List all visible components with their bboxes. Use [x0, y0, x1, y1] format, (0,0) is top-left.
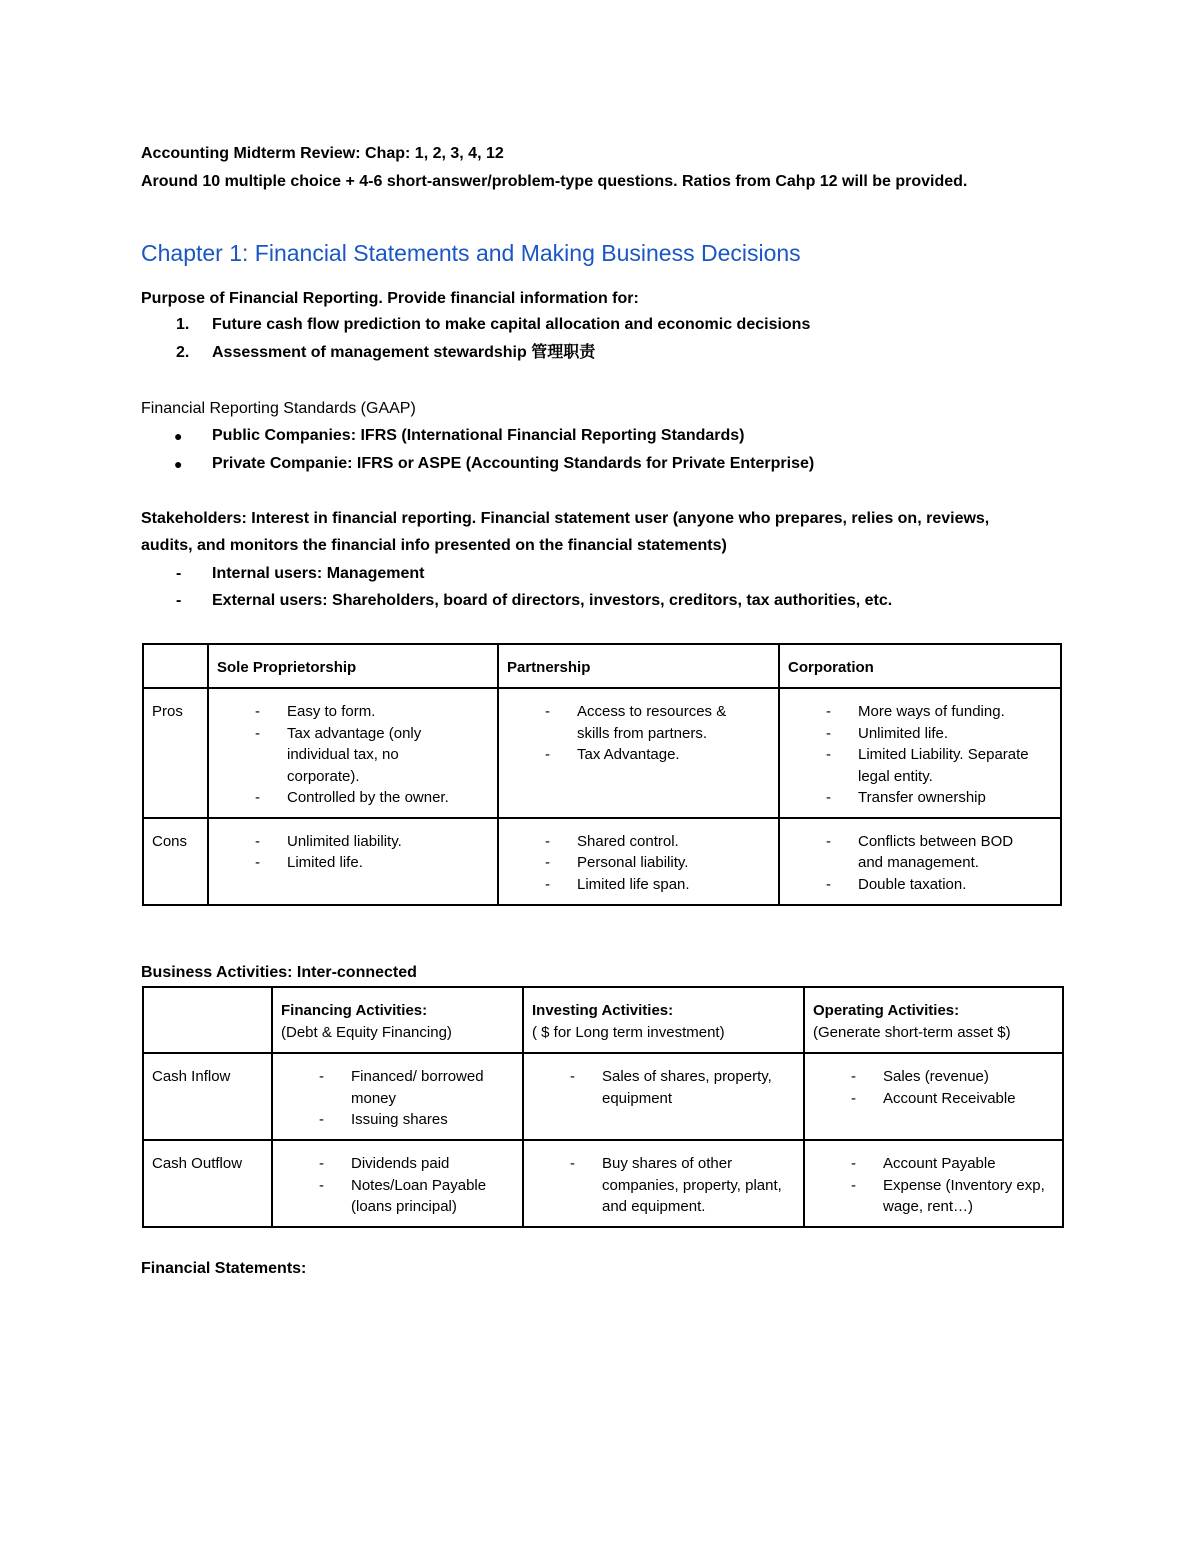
stakeholders-heading-line-1: Stakeholders: Interest in financial reporting. Financial statement user (anyone who prepares, relies on, reviews,: [141, 510, 990, 527]
table-header-cell: [272, 987, 523, 1053]
review-description: Around 10 multiple choice + 4-6 short-answer/problem-type questions. Ratios from Cahp 12 will be provided.: [141, 173, 968, 190]
list-number: 2.: [176, 344, 190, 361]
list-item: - Buy shares of other companies, property, plant, and equipment.: [532, 1153, 795, 1218]
list-item: - Conflicts between BOD and management.: [788, 831, 1052, 874]
list-item: - Expense (Inventory exp, wage, rent…): [813, 1175, 1054, 1218]
table-cell: [804, 1140, 1063, 1227]
list-item: - Unlimited liability.: [217, 831, 489, 853]
list-item: - Financed/ borrowed money: [281, 1066, 514, 1109]
list-item: - Shared control.: [507, 831, 770, 853]
list-item: - Unlimited life.: [788, 723, 1052, 745]
table-header-subtitle: ( $ for Long term investment): [532, 1023, 725, 1041]
business-activities-table: [142, 986, 1064, 1228]
list-item-text: Internal users: Management: [212, 565, 425, 582]
table-cell: [498, 688, 779, 818]
business-forms-table: [142, 643, 1062, 906]
table-header-cell: [143, 987, 272, 1053]
standards-list-item: [0, 425, 1200, 447]
table-row: [143, 1053, 1063, 1140]
list-item: - More ways of funding.: [788, 701, 1052, 723]
row-label: Cash Outflow: [143, 1140, 272, 1227]
list-item: - Issuing shares: [281, 1109, 514, 1131]
list-item: - Access to resources & skills from partners.: [507, 701, 770, 744]
row-label: Cash Inflow: [143, 1053, 272, 1140]
list-item: - Sales of shares, property, equipment: [532, 1066, 795, 1109]
table-header-row: [143, 987, 1063, 1053]
list-item-text: Private Companie: IFRS or ASPE (Accounting Standards for Private Enterprise): [212, 455, 815, 472]
list-item: - Tax Advantage.: [507, 744, 770, 766]
chapter-1-title: Chapter 1: Financial Statements and Making Business Decisions: [141, 240, 801, 266]
dash-icon: -: [176, 565, 182, 582]
purpose-heading: Purpose of Financial Reporting. Provide financial information for:: [141, 290, 639, 307]
list-item: - Personal liability.: [507, 852, 770, 874]
table-cell: [779, 688, 1061, 818]
list-item: - Transfer ownership: [788, 787, 1052, 809]
list-item: - Account Receivable: [813, 1088, 1054, 1110]
table-row: [143, 818, 1061, 905]
standards-list-item: [0, 453, 1200, 475]
table-header-cell: [143, 644, 208, 688]
table-header-title: Financing Activities:: [281, 1002, 428, 1019]
bullet-icon: ●: [174, 456, 183, 472]
table-header-cell: [804, 987, 1063, 1053]
table-cell: [272, 1053, 523, 1140]
table-cell: [804, 1053, 1063, 1140]
table-header-cell: Corporation: [779, 644, 1061, 688]
review-title: Accounting Midterm Review: Chap: 1, 2, 3, 4, 12: [141, 145, 504, 162]
list-item-text: Assessment of management stewardship 管理职责: [212, 344, 596, 361]
list-item: - Notes/Loan Payable (loans principal): [281, 1175, 514, 1218]
list-item: - Limited life span.: [507, 874, 770, 896]
list-item-text: Future cash flow prediction to make capital allocation and economic decisions: [212, 316, 811, 333]
list-item-text: Public Companies: IFRS (International Financial Reporting Standards): [212, 427, 745, 444]
list-item: - Easy to form.: [217, 701, 489, 723]
list-item: - Tax advantage (only individual tax, no corporate).: [217, 723, 489, 788]
row-label: Cons: [143, 818, 208, 905]
standards-heading: Financial Reporting Standards (GAAP): [141, 400, 416, 417]
bullet-icon: ●: [174, 428, 183, 444]
stakeholders-heading-line-2: audits, and monitors the financial info presented on the financial statements): [141, 537, 727, 554]
table-header-subtitle: (Generate short-term asset $): [813, 1023, 1011, 1041]
purpose-list-item: [0, 314, 1200, 336]
list-item: - Limited Liability. Separate legal entity.: [788, 744, 1052, 787]
table-header-title: Investing Activities:: [532, 1002, 674, 1019]
stakeholders-list-item: [0, 563, 1200, 585]
list-item: - Account Payable: [813, 1153, 1054, 1175]
list-number: 1.: [176, 316, 190, 333]
table-cell: [523, 1140, 804, 1227]
list-item: - Controlled by the owner.: [217, 787, 489, 809]
table-cell: [272, 1140, 523, 1227]
financial-statements-heading: Financial Statements:: [141, 1260, 307, 1277]
business-activities-heading: Business Activities: Inter-connected: [141, 964, 417, 981]
table-row: [143, 1140, 1063, 1227]
list-item: - Double taxation.: [788, 874, 1052, 896]
list-item: - Sales (revenue): [813, 1066, 1054, 1088]
table-row: [143, 688, 1061, 818]
table-header-row: [143, 644, 1061, 688]
table-cell: [208, 818, 498, 905]
list-item: - Dividends paid: [281, 1153, 514, 1175]
table-header-cell: [523, 987, 804, 1053]
purpose-list-item: [0, 342, 1200, 364]
list-item: - Limited life.: [217, 852, 489, 874]
table-cell: [498, 818, 779, 905]
dash-icon: -: [176, 592, 182, 609]
table-cell: [779, 818, 1061, 905]
table-cell: [523, 1053, 804, 1140]
table-cell: [208, 688, 498, 818]
row-label: Pros: [143, 688, 208, 818]
table-header-cell: Partnership: [498, 644, 779, 688]
table-header-subtitle: (Debt & Equity Financing): [281, 1023, 452, 1041]
stakeholders-list-item: [0, 590, 1200, 612]
list-item-text: External users: Shareholders, board of directors, investors, creditors, tax authorities, etc.: [212, 592, 893, 609]
table-header-title: Operating Activities:: [813, 1002, 960, 1019]
table-header-cell: Sole Proprietorship: [208, 644, 498, 688]
